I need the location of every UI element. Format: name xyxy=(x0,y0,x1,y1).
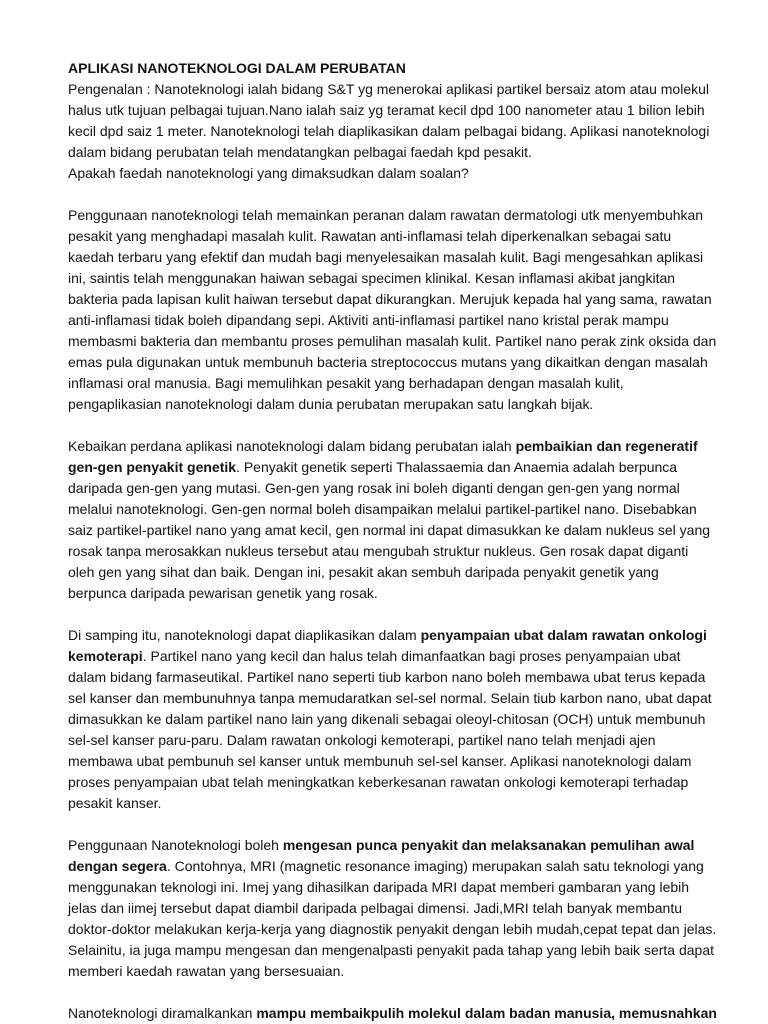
paragraph-molecular-bold: mampu membaikpulih molekul dalam badan manusia, memusnahkan xyxy=(256,1005,717,1021)
document-page xyxy=(68,58,718,1024)
paragraph-genetic-bold: pembaikian dan regeneratif gen-gen penyakit genetik xyxy=(68,438,698,475)
paragraph-diagnosis xyxy=(68,835,718,982)
paragraph-dermatology: Penggunaan nanoteknologi telah memainkan peranan dalam rawatan dermatologi utk menyembuhkan pesakit yang menghadapi masalah kulit. Rawatan anti-inflamasi telah diperkenalkan sebagai satu kaedah terbaru yang efektif dan mudah bagi menyelesaikan masalah kulit. Bagi mengesahkan aplikasi ini, saintis telah menggunakan haiwan sebagai specimen klinikal. Kesan inflamasi akibat jangkitan bakteria pada lapisan kulit haiwan tersebut dapat dikurangkan. Merujuk kepada hal yang sama, rawatan anti-inflamasi tidak boleh dipandang sepi. Aktiviti anti-inflamasi partikel nano kristal perak mampu membasmi bakteria dan membantu proses pemulihan masalah kulit. Partikel nano perak zink oksida dan emas pula digunakan untuk membunuh bacteria streptococcus mutans yang dikaitkan dengan masalah inflamasi oral manusia. Bagi memulihkan pesakit yang berhadapan dengan masalah kulit, pengaplikasian nanoteknologi dalam dunia perubatan merupakan satu langkah bijak. xyxy=(68,207,717,412)
paragraph-genetic-pre: Kebaikan perdana aplikasi nanoteknologi dalam bidang perubatan ialah xyxy=(68,438,516,454)
paragraph-oncology-post: . Partikel nano yang kecil dan halus telah dimanfaatkan bagi proses penyampaian ubat dalam bidang farmaseutikal. Partikel nano seperti tiub karbon nano boleh membawa ubat terus kepada sel kanser dan membunuhnya tanpa memudaratkan sel-sel normal. Selain tiub karbon nano, ubat dapat dimasukkan ke dalam partikel nano lain yang dikenali sebagai oleoyl-chitosan (OCH) untuk membunuh sel-sel kanser paru-paru. Dalam rawatan onkologi kemoterapi, partikel nano telah menjadi ajen membawa ubat pembunuh sel kanser untuk membunuh sel-sel kanser. Aplikasi nanoteknologi dalam proses penyampaian ubat telah meningkatkan keberkesanan rawatan onkologi kemoterapi terhadap pesakit kanser. xyxy=(68,648,712,811)
paragraph-molecular-repair xyxy=(68,1003,718,1024)
paragraph-diagnosis-post: . Contohnya, MRI (magnetic resonance imaging) merupakan salah satu teknologi yang menggunakan teknologi ini. Imej yang dihasilkan daripada MRI dapat memberi gambaran yang lebih jelas dan iimej tersebut dapat diambil daripada pelbagai dimensi. Jadi,MRI telah banyak membantu doktor-doktor melakukan kerja-kerja yang diagnostik penyakit dengan lebih mudah,cepat tepat dan jelas. Selainitu, ia juga mampu mengesan dan mengenalpasti penyakit pada tahap yang lebih baik serta dapat memberi kaedah rawatan yang bersesuaian. xyxy=(68,858,717,979)
paragraph-oncology-bold: penyampaian ubat dalam rawatan onkologi kemoterapi xyxy=(68,627,707,664)
paragraph-oncology-pre: Di samping itu, nanoteknologi dapat diaplikasikan dalam xyxy=(68,627,421,643)
paragraph-molecular-pre: Nanoteknologi diramalkankan xyxy=(68,1005,257,1021)
intro-paragraph: Pengenalan : Nanoteknologi ialah bidang S&T yg menerokai aplikasi partikel bersaiz atom atau molekul halus utk tujuan pelbagai tujuan.Nano ialah saiz yg teramat kecil dpd 100 nanometer atau 1 bilion lebih kecil dpd saiz 1 meter. Nanoteknologi telah diaplikasikan dalam pelbagai bidang. Aplikasi nanoteknologi dalam bidang perubatan telah mendatangkan pelbagai faedah kpd pesakit. xyxy=(68,81,710,160)
paragraph-diagnosis-pre: Penggunaan Nanoteknologi boleh xyxy=(68,837,283,853)
paragraph-genetic-post: . Penyakit genetik seperti Thalassaemia dan Anaemia adalah berpunca daripada gen-gen yang mutasi. Gen-gen yang rosak ini boleh diganti dengan gen-gen yang normal melalui nanoteknologi. Gen-gen normal boleh disampaikan melalui partikel-partikel nano. Disebabkan saiz partikel-partikel nano yang amat kecil, gen normal ini dapat dimasukkan ke dalam nukleus sel yang rosak tanpa merosakkan nukleus tersebut atau mengubah struktur nukleus. Gen rosak dapat diganti oleh gen yang sihat dan baik. Dengan ini, pesakit akan sembuh daripada penyakit genetik yang berpunca daripada pewarisan genetik yang rosak. xyxy=(68,459,711,601)
paragraph-genetic xyxy=(68,436,718,604)
paragraph-diagnosis-bold: mengesan punca penyakit dan melaksanakan pemulihan awal dengan segera xyxy=(68,837,695,874)
question-line: Apakah faedah nanoteknologi yang dimaksudkan dalam soalan? xyxy=(68,165,469,181)
paragraph-oncology xyxy=(68,625,718,814)
document-title: APLIKASI NANOTEKNOLOGI DALAM PERUBATAN xyxy=(68,60,406,76)
